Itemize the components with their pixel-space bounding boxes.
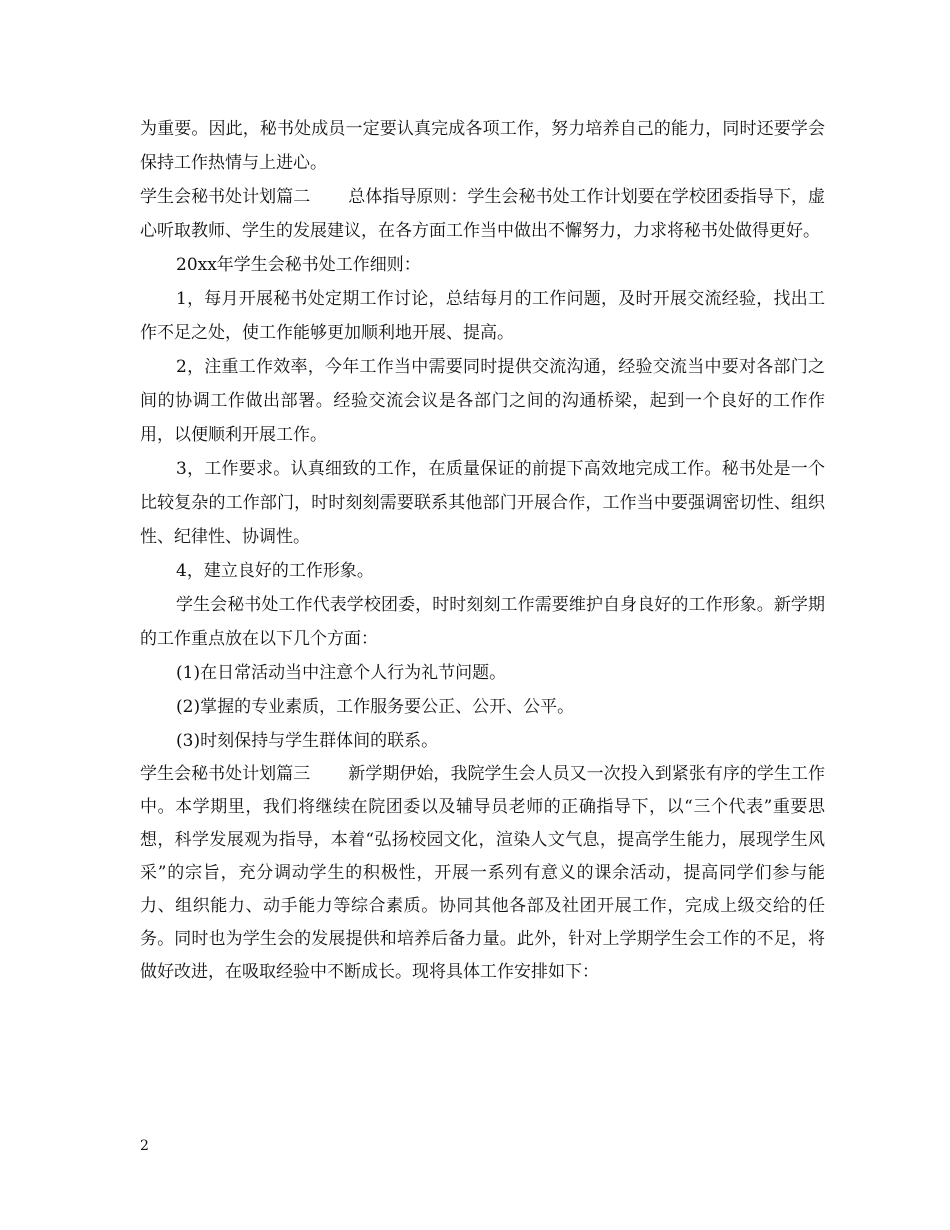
paragraph-rule-3: 3，工作要求。认真细致的工作，在质量保证的前提下高效地完成工作。秘书处是一个比较复杂的工作部门，时时刻刻需要联系其他部门开展合作，工作当中要强调密切性、组织性、纪律性、协调性。 — [140, 459, 825, 547]
paragraph-plan-two — [140, 180, 825, 248]
paragraph-text: 总体指导原则：学生会秘书处工作计划要在学校团委指导下，虚心听取教师、学生的发展建议，在各方面工作当中做出不懈努力，力求将秘书处做得更好。 — [140, 187, 826, 241]
paragraph-continuation: 为重要。因此，秘书处成员一定要认真完成各项工作，努力培养自己的能力，同时还要学会保持工作热情与上进心。 — [140, 119, 825, 173]
paragraph-text: 新学期伊始，我院学生会人员又一次投入到紧张有序的学生工作中。本学期里，我们将继续在院团委以及辅导员老师的正确指导下，以“三个代表”重要思想，科学发展观为指导，本着“弘扬校园文化，渲染人文气息，提高学生能力，展现学生风采”的宗旨，充分调动学生的积极性，开展一系列有意义的课余活动，提高同学们参与能力、组织能力、动手能力等综合素质。协同其他各部及社团开展工作，完成上级交给的任务。同时也为学生会的发展提供和培养后备力量。此外，针对上学期学生会工作的不足，将做好改进，在吸取经验中不断成长。现将具体工作安排如下： — [140, 764, 826, 982]
list-item: (3)时刻保持与学生群体间的联系。 — [176, 731, 439, 751]
paragraph-rule-1: 1，每月开展秘书处定期工作讨论，总结每月的工作问题，及时开展交流经验，找出工作不足之处，使工作能够更加顺利地开展、提高。 — [140, 289, 825, 343]
paragraph-image: 学生会秘书处工作代表学校团委，时时刻刻工作需要维护自身良好的工作形象。新学期的工作重点放在以下几个方面： — [140, 595, 825, 649]
document-body — [140, 112, 825, 989]
paragraph-plan-three — [140, 758, 825, 989]
page-number: 2 — [140, 1138, 149, 1154]
paragraph-rule-4: 4，建立良好的工作形象。 — [176, 561, 374, 581]
paragraph-rules-title: 20xx年学生会秘书处工作细则： — [176, 255, 421, 275]
section-heading-plan-three: 学生会秘书处计划篇三 — [140, 764, 311, 784]
list-item: (2)掌握的专业素质，工作服务要公正、公开、公平。 — [176, 697, 575, 717]
section-heading-plan-two: 学生会秘书处计划篇二 — [140, 187, 311, 207]
list-item: (1)在日常活动当中注意个人行为礼节问题。 — [176, 663, 507, 683]
paragraph-rule-2: 2，注重工作效率，今年工作当中需要同时提供交流沟通，经验交流当中要对各部门之间的协调工作做出部署。经验交流会议是各部门之间的沟通桥梁，起到一个良好的工作作用，以便顺利开展工作。 — [140, 357, 825, 445]
